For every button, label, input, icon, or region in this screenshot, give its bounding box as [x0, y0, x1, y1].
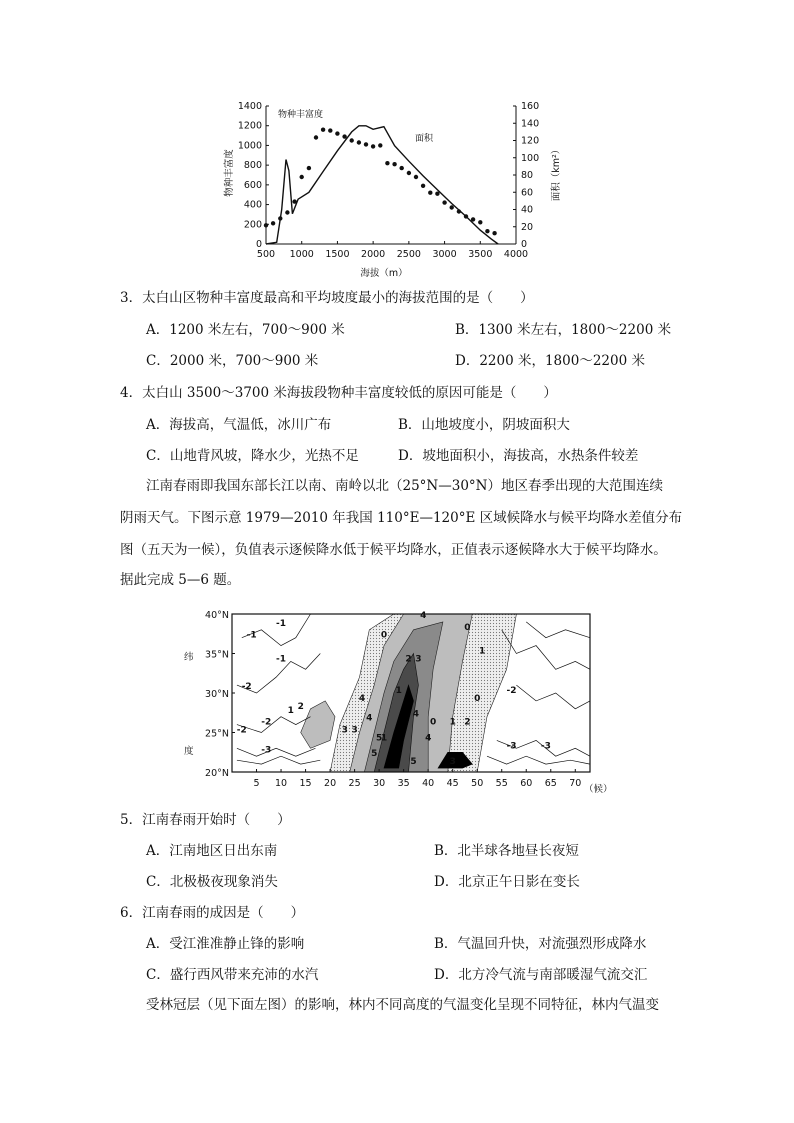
chart2-contour-label: 1	[287, 705, 294, 716]
question-6-stem: 6．江南春雨的成因是（ ）	[120, 905, 305, 921]
chart1-y-right-tick-label: 140	[521, 118, 540, 130]
chart2-x-tick-label: 15	[299, 778, 312, 789]
chart1-x-tick-label: 2500	[396, 249, 421, 260]
chart2-x-unit: （候）	[584, 784, 613, 795]
question-6-option-a[interactable]: A．受江淮准静止锋的影响	[146, 936, 305, 952]
chart2-contour-label: 2	[405, 654, 412, 665]
chart2-contour-label: -3	[506, 741, 517, 752]
chart2-contour-label: 3	[415, 654, 422, 665]
chart1-richness-point	[442, 200, 446, 204]
chart1-richness-point	[435, 192, 439, 196]
chart1-x-tick-label: 3000	[432, 249, 457, 260]
chart1-y-left-tick-label: 600	[243, 179, 262, 191]
chart1-richness-point	[371, 144, 375, 148]
chart2-x-tick-label: 5	[253, 778, 260, 789]
chart1-richness-point	[264, 223, 268, 227]
question-3-option-a[interactable]: A．1200 米左右，700～900 米	[146, 322, 345, 338]
question-4-stem: 4．太白山 3500～3700 米海拔段物种丰富度较低的原因可能是（ ）	[120, 385, 557, 401]
chart1-richness-point	[285, 210, 289, 214]
chart1-y-left-tick-label: 400	[243, 199, 262, 211]
chart2-x-tick-label: 25	[348, 778, 361, 789]
chart1-x-tick-label: 2000	[361, 249, 386, 260]
chart2-y-tick-label: 40°N	[205, 610, 229, 621]
species-area-chart	[218, 98, 562, 280]
chart1-legend-area: 面积	[415, 134, 434, 144]
chart1-richness-point	[328, 128, 332, 132]
question-3-option-d[interactable]: D．2200 米，1800～2200 米	[455, 353, 645, 369]
passage-line-2: 阴雨天气。下图示意 1979—2010 年我国 110°E—120°E 区域候降水与候平均降水差值分布	[120, 510, 683, 526]
chart2-contour-label: 1	[395, 686, 402, 696]
chart1-y-right-tick-label: 120	[521, 135, 540, 147]
chart1-x-tick-label: 500	[256, 249, 276, 260]
question-5-option-d[interactable]: D．北京正午日影在变长	[434, 874, 580, 890]
chart2-contour-label: -2	[261, 717, 272, 728]
chart2-contour-label: 1	[449, 717, 456, 728]
passage-line-1: 江南春雨即我国东部长江以南、南岭以北（25°N—30°N）地区春季出现的大范围连续	[146, 478, 663, 494]
chart2-x-tick-label: 45	[446, 778, 459, 789]
chart1-richness-point	[428, 191, 432, 195]
chart2-contour-label: 4	[366, 713, 373, 724]
chart1-x-tick-label: 1500	[325, 249, 350, 260]
chart1-richness-point	[307, 166, 311, 170]
question-5-option-b[interactable]: B．北半球各地昼长夜短	[434, 843, 579, 859]
chart1-richness-point	[450, 205, 454, 209]
chart2-contour-label: 5	[375, 733, 383, 744]
chart2-contour-label: 4	[412, 709, 420, 720]
chart2-x-tick-label: 10	[274, 778, 288, 789]
chart1-y-left-tick-label: 0	[255, 239, 262, 250]
chart1-richness-point	[350, 138, 354, 142]
chart1-richness-point	[414, 175, 418, 179]
passage-line-4: 据此完成 5—6 题。	[120, 572, 241, 588]
chart1-richness-point	[471, 217, 475, 221]
chart2-contour-label: 4	[358, 693, 366, 704]
chart2-y-label-part1: 纬	[184, 652, 194, 663]
chart1-richness-point	[421, 184, 425, 188]
chart1-x-tick-label: 3500	[468, 249, 493, 260]
chart1-richness-point	[464, 214, 468, 218]
chart2-y-tick-label: 25°N	[205, 728, 229, 740]
chart2-contour-label: -2	[236, 725, 247, 736]
question-5-stem: 5．江南春雨开始时（ ）	[120, 812, 291, 828]
chart1-y-left-tick-label: 200	[243, 219, 262, 231]
chart1-x-tick-label: 4000	[503, 249, 529, 260]
chart1-y-right-tick-label: 0	[521, 239, 528, 250]
chart1-richness-point	[335, 131, 339, 135]
question-6-option-b[interactable]: B．气温回升快，对流强烈形成降水	[434, 936, 647, 952]
chart2-contour-label: 3	[341, 725, 348, 736]
chart2-contour-label: 5	[410, 757, 417, 768]
chart2-contour-label: -2	[241, 682, 252, 692]
chart2-x-tick-label: 55	[495, 778, 508, 789]
chart2-contour-label: 5	[371, 749, 378, 760]
chart1-legend-richness: 物种丰富度	[278, 110, 324, 120]
chart2-contour-label: -1	[276, 654, 286, 665]
chart1-y-left-tick-label: 1400	[237, 101, 262, 112]
chart1-y-right-tick-label: 40	[521, 204, 534, 216]
chart2-contour-label: 4	[420, 611, 427, 621]
chart1-richness-point	[492, 231, 496, 235]
chart1-richness-point	[314, 135, 318, 139]
chart2-x-tick-label: 35	[397, 778, 410, 789]
chart1-y-right-tick-label: 100	[521, 152, 540, 164]
chart2-x-tick-label: 70	[569, 778, 582, 789]
chart1-y-right-tick-label: 160	[521, 101, 540, 112]
chart1-richness-point	[392, 162, 396, 166]
chart2-contour-label: -1	[246, 630, 257, 641]
chart1-richness-point	[300, 175, 304, 179]
chart2-contour-label: 2	[297, 701, 304, 712]
chart2-x-tick-label: 50	[471, 778, 484, 789]
chart2-contour-label: 0	[429, 717, 437, 728]
chart1-x-label: 海拔（m）	[360, 268, 408, 279]
question-3-stem: 3．太白山区物种丰富度最高和平均坡度最小的海拔范围的是（ ）	[120, 290, 534, 306]
chart1-y-left-tick-label: 1200	[237, 120, 262, 132]
chart1-y-left-tick-label: 800	[243, 160, 262, 172]
chart2-x-tick-label: 30	[373, 778, 386, 789]
chart1-richness-point	[292, 199, 296, 203]
chart2-contour-label: -3	[540, 741, 551, 752]
passage-line-3: 图（五天为一候），负值表示逐候降水低于候平均降水，正值表示逐候降水大于候平均降水。	[120, 542, 667, 558]
chart1-richness-point	[364, 142, 368, 146]
question-4-option-d[interactable]: D．坡地面积小，海拔高，水热条件较差	[398, 448, 639, 464]
chart2-x-tick-label: 65	[544, 778, 557, 789]
chart1-richness-point	[407, 171, 411, 175]
chart1-y-right-tick-label: 20	[521, 221, 534, 233]
chart2-contour-label: 1	[478, 646, 486, 657]
chart2-y-tick-label: 35°N	[205, 649, 229, 661]
chart1-richness-point	[400, 166, 404, 170]
question-5-option-a[interactable]: A．江南地区日出东南	[146, 843, 278, 859]
chart1-y-right-tick-label: 80	[521, 170, 534, 181]
question-4-option-c[interactable]: C．山地背风坡，降水少，光热不足	[146, 448, 359, 464]
chart1-y-left-label: 物种丰富度	[224, 149, 235, 197]
chart2-y-label-part2: 度	[184, 746, 194, 757]
chart1-richness-point	[385, 161, 389, 165]
question-4-option-b[interactable]: B．山地坡度小，阴坡面积大	[398, 417, 570, 433]
chart2-contour-label: 0	[464, 622, 471, 633]
chart1-richness-point	[271, 221, 275, 225]
chart2-contour-label: 3	[351, 725, 358, 736]
question-4-option-a[interactable]: A．海拔高，气温低，冰川广布	[146, 417, 332, 433]
question-5-option-c[interactable]: C．北极极夜现象消失	[146, 874, 278, 890]
chart1-y-left-tick-label: 1000	[237, 140, 262, 152]
chart1-richness-point	[378, 143, 382, 147]
chart1-x-tick-label: 1000	[289, 249, 314, 260]
question-6-option-d[interactable]: D．北方冷气流与南部暖湿气流交汇	[434, 967, 648, 983]
chart2-contour-label: 3	[449, 757, 456, 768]
precipitation-anomaly-contour-chart	[180, 604, 613, 796]
chart1-richness-point	[278, 216, 282, 220]
chart1-y-right-label: 面积（km²）	[551, 144, 562, 202]
chart1-y-right-tick-label: 60	[521, 187, 534, 199]
chart2-contour-label: -3	[261, 745, 272, 756]
chart2-x-tick-label: 20	[324, 778, 337, 789]
chart2-contour-label: 0	[380, 630, 388, 641]
chart2-contour-label: 0	[474, 693, 481, 704]
chart2-x-tick-label: 40	[422, 778, 435, 789]
chart1-richness-point	[457, 209, 461, 213]
question-6-option-c[interactable]: C．盛行西风带来充沛的水汽	[146, 967, 319, 983]
question-3-option-c[interactable]: C．2000 米，700～900 米	[146, 353, 319, 369]
chart2-contour-label: -2	[506, 686, 517, 696]
chart1-richness-point	[357, 140, 361, 144]
chart2-contour-label: -1	[276, 618, 286, 629]
chart2-contour-label: 1	[380, 733, 388, 744]
chart1-richness-point	[478, 220, 482, 224]
chart2-y-tick-label: 20°N	[205, 768, 229, 779]
chart2-x-tick-label: 60	[520, 778, 533, 789]
trailing-passage-line: 受林冠层（见下面左图）的影响，林内不同高度的气温变化呈现不同特征，林内气温变	[146, 997, 659, 1013]
chart2-contour-label: 4	[425, 733, 432, 744]
chart1-richness-point	[321, 128, 325, 132]
chart2-contour-label: 2	[464, 717, 471, 728]
chart1-richness-point	[485, 229, 489, 233]
chart2-y-tick-label: 30°N	[205, 689, 229, 700]
question-3-option-b[interactable]: B．1300 米左右，1800～2200 米	[455, 322, 672, 338]
chart1-richness-point	[342, 134, 346, 138]
